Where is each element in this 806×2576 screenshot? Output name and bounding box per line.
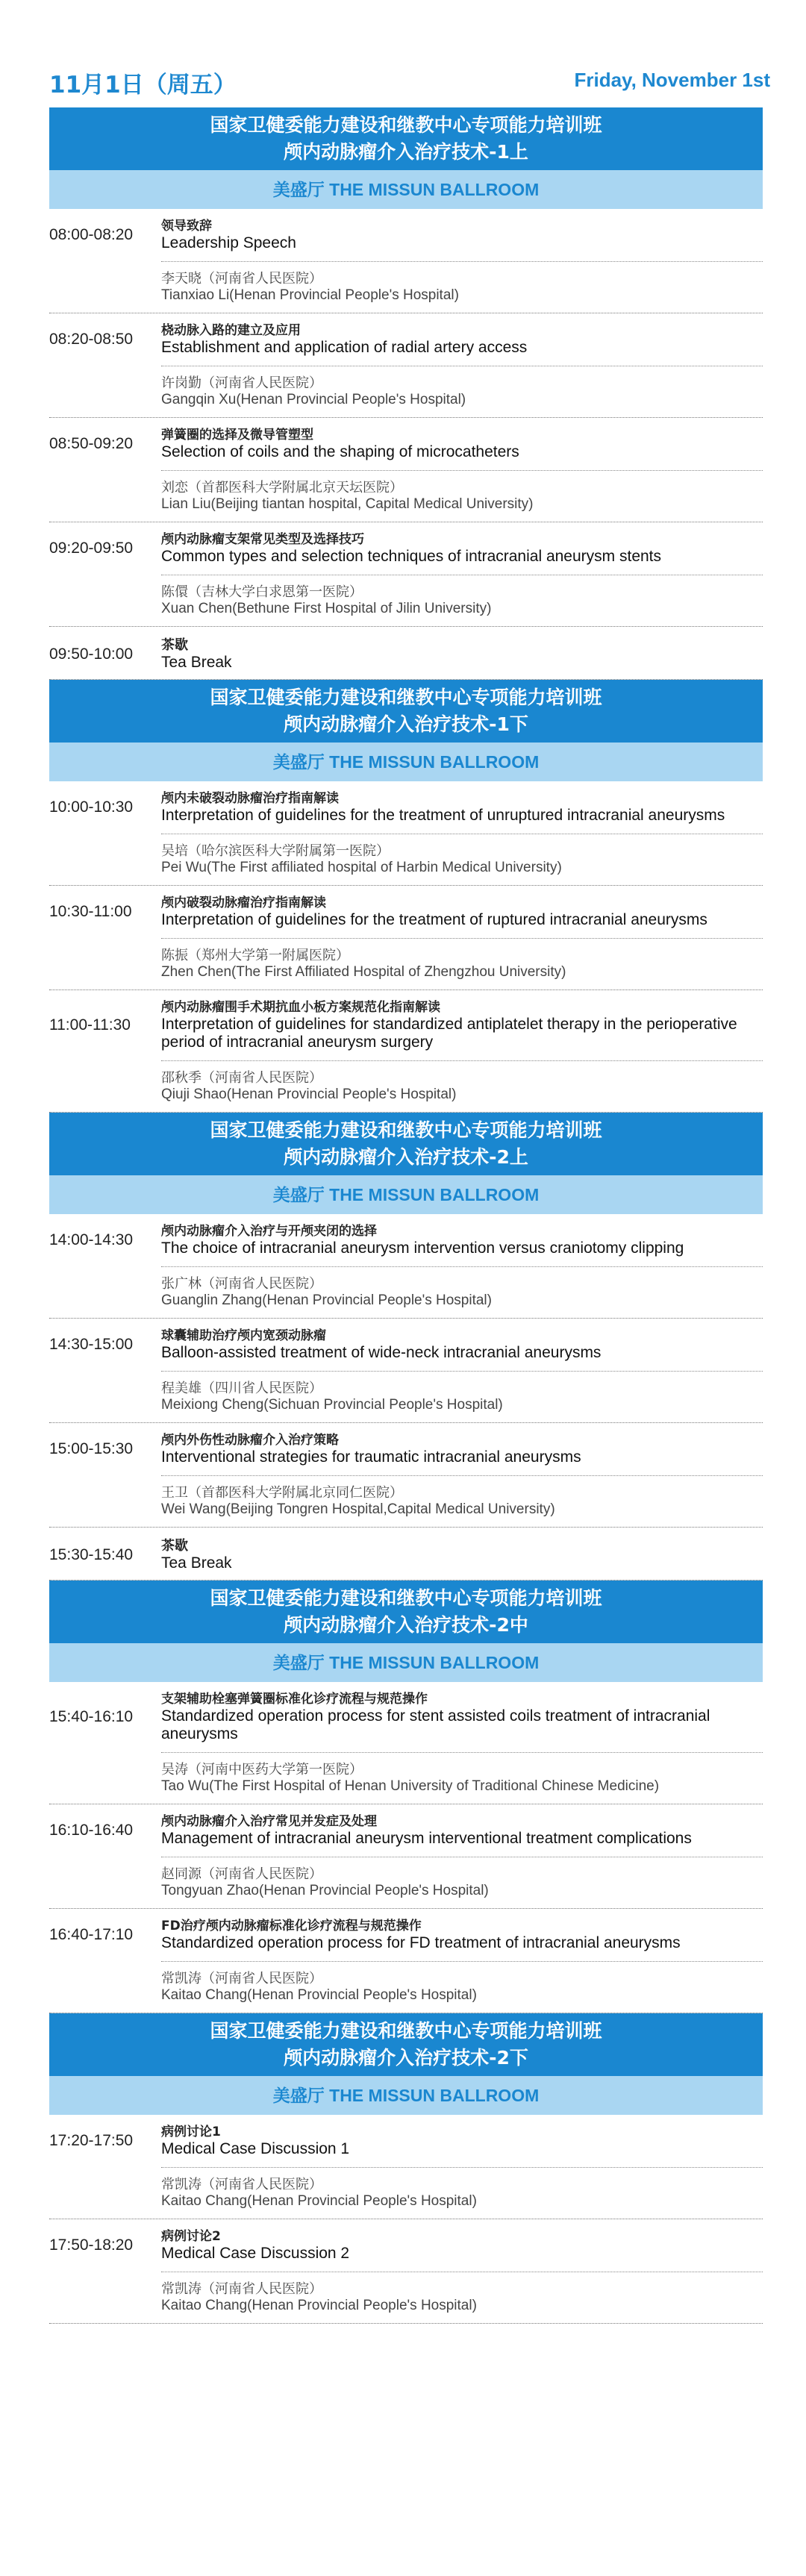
divider: [161, 2167, 763, 2168]
venue-bar: 美盛厅 THE MISSUN BALLROOM: [49, 2076, 763, 2115]
title-en: Interventional strategies for traumatic intracranial aneurysms: [161, 1448, 581, 1466]
agenda-item-body: [161, 218, 763, 304]
title-cn: 弹簧圈的选择及微导管塑型: [161, 428, 313, 443]
session-header: [49, 1113, 763, 1175]
speaker-cn: 常凯涛（河南省人民医院）: [161, 2281, 322, 2297]
speaker-en: Qiuji Shao(Henan Provincial People's Hospital): [161, 1087, 457, 1102]
agenda-item: [49, 1214, 763, 1319]
title-en: Standardized operation process for stent assisted coils treatment of intracranial aneurysms: [161, 1707, 710, 1742]
speaker-cn: 刘恋（首都医科大学附属北京天坛医院）: [161, 480, 403, 495]
title-cn: 颅内外伤性动脉瘤介入治疗策略: [161, 1433, 339, 1448]
title-en: Leadership Speech: [161, 234, 296, 251]
session-list: [49, 107, 763, 2324]
speaker-cn: 吴涛（河南中医药大学第一医院）: [161, 1762, 363, 1778]
speaker-en: Xuan Chen(Bethune First Hospital of Jilin University): [161, 601, 492, 616]
agenda-item-body: [161, 322, 763, 408]
speaker-en: Wei Wang(Beijing Tongren Hospital,Capital Medical University): [161, 1501, 555, 1517]
title-en: Selection of coils and the shaping of microcatheters: [161, 443, 519, 460]
divider: [161, 1060, 763, 1061]
title-cn: 颅内动脉瘤介入治疗常见并发症及处理: [161, 1814, 377, 1829]
divider: [161, 1961, 763, 1962]
date-header: [49, 61, 770, 107]
title-cn: 桡动脉入路的建立及应用: [161, 323, 301, 338]
speaker-en: Gangqin Xu(Henan Provincial People's Hospital): [161, 392, 466, 407]
title-cn: 颅内动脉瘤支架常见类型及选择技巧: [161, 532, 364, 547]
agenda-item: [49, 313, 763, 418]
title-en: Balloon-assisted treatment of wide-neck intracranial aneurysms: [161, 1344, 602, 1361]
speaker: [161, 1381, 763, 1413]
agenda-item-title: [161, 1432, 763, 1466]
time-slot: 15:30-15:40: [49, 1546, 134, 1563]
time-slot: 09:50-10:00: [49, 645, 134, 663]
agenda-item-title: [161, 1328, 763, 1362]
agenda-item: [49, 2219, 763, 2324]
agenda-item: [49, 886, 763, 990]
divider: [161, 1475, 763, 1476]
agenda-item-title: [161, 1538, 763, 1572]
title-en: Medical Case Discussion 2: [161, 2245, 350, 2262]
title-cn: 领导致辞: [161, 219, 212, 234]
date-en: Friday, November 1st: [574, 69, 770, 91]
speaker: [161, 1866, 763, 1899]
divider: [161, 470, 763, 471]
agenda-item-body: [161, 531, 763, 617]
speaker-en: Pei Wu(The First affiliated hospital of Harbin Medical University): [161, 860, 562, 875]
agenda-item-body: [161, 1223, 763, 1309]
agenda-item-body: [161, 1538, 763, 1572]
title-cn: 颅内破裂动脉瘤治疗指南解读: [161, 895, 326, 910]
speaker-en: Kaitao Chang(Henan Provincial People's Hospital): [161, 2193, 477, 2209]
session-header: [49, 2013, 763, 2076]
speaker-en: Meixiong Cheng(Sichuan Provincial People's Hospital): [161, 1397, 503, 1413]
title-cn: 颅内动脉瘤围手术期抗血小板方案规范化指南解读: [161, 1000, 440, 1015]
session-title-line2: 颅内动脉瘤介入治疗技术-2上: [284, 1146, 528, 1168]
speaker: [161, 271, 763, 304]
agenda-item-title: [161, 2124, 763, 2158]
divider: [161, 1266, 763, 1267]
speaker: [161, 1762, 763, 1795]
agenda-item-title: [161, 427, 763, 461]
agenda-item-body: [161, 999, 763, 1103]
session-title-line1: 国家卫健委能力建设和继教中心专项能力培训班: [210, 114, 602, 136]
speaker-cn: 程美雄（四川省人民医院）: [161, 1381, 322, 1396]
session-title-line1: 国家卫健委能力建设和继教中心专项能力培训班: [210, 2020, 602, 2042]
speaker: [161, 2281, 763, 2314]
agenda-item-body: [161, 1432, 763, 1518]
speaker-cn: 常凯涛（河南省人民医院）: [161, 2177, 322, 2192]
title-en: Tea Break: [161, 654, 232, 671]
session-title-line1: 国家卫健委能力建设和继教中心专项能力培训班: [210, 1119, 602, 1141]
divider: [161, 1752, 763, 1753]
speaker-cn: 陈振（郑州大学第一附属医院）: [161, 948, 349, 963]
session-title-line2: 颅内动脉瘤介入治疗技术-1下: [284, 713, 528, 735]
agenda-item-title: [161, 1918, 763, 1952]
break-item: [49, 627, 763, 680]
title-cn: 支架辅助栓塞弹簧圈标准化诊疗流程与规范操作: [161, 1692, 428, 1707]
divider: [161, 261, 763, 262]
agenda-item-title: [161, 218, 763, 252]
title-en: Tea Break: [161, 1554, 232, 1572]
speaker: [161, 2177, 763, 2210]
speaker: [161, 843, 763, 876]
title-cn: 茶歇: [161, 637, 188, 653]
title-en: Establishment and application of radial artery access: [161, 339, 528, 356]
speaker-cn: 吴培（哈尔滨医科大学附属第一医院）: [161, 843, 390, 859]
speaker-en: Kaitao Chang(Henan Provincial People's Hospital): [161, 2298, 477, 2313]
break-item: [49, 1528, 763, 1581]
speaker-en: Tianxiao Li(Henan Provincial People's Hospital): [161, 287, 459, 303]
agenda-item-title: [161, 2228, 763, 2263]
speaker: [161, 584, 763, 617]
time-slot: 10:00-10:30: [49, 798, 134, 816]
time-slot: 10:30-11:00: [49, 903, 132, 920]
agenda-item-body: [161, 427, 763, 513]
title-cn: 病例讨论2: [161, 2229, 221, 2244]
session-header: [49, 680, 763, 743]
speaker-en: Tongyuan Zhao(Henan Provincial People's Hospital): [161, 1883, 489, 1898]
agenda-item: [49, 990, 763, 1113]
title-en: Interpretation of guidelines for the treatment of unruptured intracranial aneurysms: [161, 807, 725, 824]
agenda-item-body: [161, 2228, 763, 2314]
speaker-cn: 张广林（河南省人民医院）: [161, 1276, 322, 1292]
speaker: [161, 375, 763, 408]
title-cn: 颅内未破裂动脉瘤治疗指南解读: [161, 791, 339, 806]
title-en: Standardized operation process for FD treatment of intracranial aneurysms: [161, 1934, 681, 1951]
speaker-cn: 李天晓（河南省人民医院）: [161, 271, 322, 287]
agenda-item-body: [161, 895, 763, 981]
agenda-item: [49, 1682, 763, 1804]
speaker: [161, 948, 763, 981]
time-slot: 17:50-18:20: [49, 2236, 134, 2254]
time-slot: 14:30-15:00: [49, 1336, 134, 1353]
agenda-item-body: [161, 637, 763, 672]
title-en: Interpretation of guidelines for standardized antiplatelet therapy in the perioperative period of intracranial aneurysm surgery: [161, 1016, 737, 1051]
agenda-item: [49, 1909, 763, 2013]
time-slot: 09:20-09:50: [49, 540, 134, 557]
speaker-cn: 许岗勤（河南省人民医院）: [161, 375, 322, 391]
agenda-item-body: [161, 1918, 763, 2004]
speaker-en: Kaitao Chang(Henan Provincial People's Hospital): [161, 1987, 477, 2003]
title-en: Medical Case Discussion 1: [161, 2140, 350, 2157]
speaker: [161, 480, 763, 513]
agenda-item-title: [161, 1223, 763, 1257]
speaker-en: Guanglin Zhang(Henan Provincial People's Hospital): [161, 1292, 492, 1308]
title-en: Management of intracranial aneurysm interventional treatment complications: [161, 1830, 692, 1847]
session-title-line2: 颅内动脉瘤介入治疗技术-2中: [284, 1614, 528, 1636]
title-cn: 病例讨论1: [161, 2125, 221, 2139]
agenda-item-title: [161, 1813, 763, 1848]
time-slot: 08:50-09:20: [49, 435, 134, 452]
speaker-cn: 常凯涛（河南省人民医院）: [161, 1971, 322, 1986]
agenda-item: [49, 418, 763, 522]
speaker: [161, 1070, 763, 1103]
time-slot: 15:00-15:30: [49, 1440, 134, 1457]
title-en: The choice of intracranial aneurysm intervention versus craniotomy clipping: [161, 1239, 684, 1257]
agenda-item-title: [161, 1691, 763, 1743]
title-cn: 球囊辅助治疗颅内宽颈动脉瘤: [161, 1328, 326, 1343]
agenda-item-title: [161, 531, 763, 566]
session-title-line1: 国家卫健委能力建设和继教中心专项能力培训班: [210, 1587, 602, 1609]
title-en: Common types and selection techniques of intracranial aneurysm stents: [161, 548, 662, 565]
session-title-line2: 颅内动脉瘤介入治疗技术-2下: [284, 2047, 528, 2069]
session-header: [49, 1581, 763, 1643]
time-slot: 08:20-08:50: [49, 331, 134, 348]
agenda-item: [49, 522, 763, 627]
speaker: [161, 1276, 763, 1309]
speaker-en: Lian Liu(Beijing tiantan hospital, Capital Medical University): [161, 496, 534, 512]
speaker-en: Tao Wu(The First Hospital of Henan University of Traditional Chinese Medicine): [161, 1778, 660, 1794]
session-title-line2: 颅内动脉瘤介入治疗技术-1上: [284, 141, 528, 163]
date-cn: 11月1日（周五）: [49, 72, 237, 99]
title-cn: 颅内动脉瘤介入治疗与开颅夹闭的选择: [161, 1224, 377, 1239]
speaker: [161, 1485, 763, 1518]
speaker-en: Zhen Chen(The First Affiliated Hospital of Zhengzhou University): [161, 964, 566, 980]
agenda-item-body: [161, 1691, 763, 1795]
agenda-item-body: [161, 1328, 763, 1413]
speaker-cn: 邵秋季（河南省人民医院）: [161, 1070, 322, 1086]
time-slot: 14:00-14:30: [49, 1231, 134, 1248]
time-slot: 16:10-16:40: [49, 1822, 134, 1839]
agenda-item: [49, 2115, 763, 2219]
divider: [161, 938, 763, 939]
speaker-cn: 陈儇（吉林大学白求恩第一医院）: [161, 584, 363, 600]
speaker-cn: 王卫（首都医科大学附属北京同仁医院）: [161, 1485, 403, 1501]
venue-bar: 美盛厅 THE MISSUN BALLROOM: [49, 743, 763, 781]
title-cn: 茶歇: [161, 1538, 188, 1554]
agenda-item-title: [161, 999, 763, 1051]
venue-bar: 美盛厅 THE MISSUN BALLROOM: [49, 170, 763, 209]
time-slot: 11:00-11:30: [49, 1016, 131, 1034]
agenda-item: [49, 1804, 763, 1909]
agenda-item-body: [161, 1813, 763, 1899]
agenda-item: [49, 209, 763, 313]
schedule: [49, 0, 770, 2324]
agenda-item-title: [161, 895, 763, 929]
agenda-item: [49, 781, 763, 886]
session-title-line1: 国家卫健委能力建设和继教中心专项能力培训班: [210, 687, 602, 708]
time-slot: 17:20-17:50: [49, 2132, 134, 2149]
agenda-item-title: [161, 322, 763, 357]
time-slot: 08:00-08:20: [49, 226, 134, 243]
time-slot: 15:40-16:10: [49, 1708, 134, 1725]
time-slot: 16:40-17:10: [49, 1926, 134, 1943]
speaker-cn: 赵同源（河南省人民医院）: [161, 1866, 322, 1882]
venue-bar: 美盛厅 THE MISSUN BALLROOM: [49, 1643, 763, 1682]
agenda-item-title: [161, 790, 763, 825]
agenda-item: [49, 1319, 763, 1423]
divider: [161, 1371, 763, 1372]
title-en: Interpretation of guidelines for the treatment of ruptured intracranial aneurysms: [161, 911, 707, 928]
speaker: [161, 1971, 763, 2004]
agenda-item-body: [161, 2124, 763, 2210]
agenda-item-title: [161, 637, 763, 672]
session-header: [49, 107, 763, 170]
title-cn: FD治疗颅内动脉瘤标准化诊疗流程与规范操作: [161, 1919, 422, 1933]
agenda-item: [49, 1423, 763, 1528]
agenda-item-body: [161, 790, 763, 876]
venue-bar: 美盛厅 THE MISSUN BALLROOM: [49, 1175, 763, 1214]
